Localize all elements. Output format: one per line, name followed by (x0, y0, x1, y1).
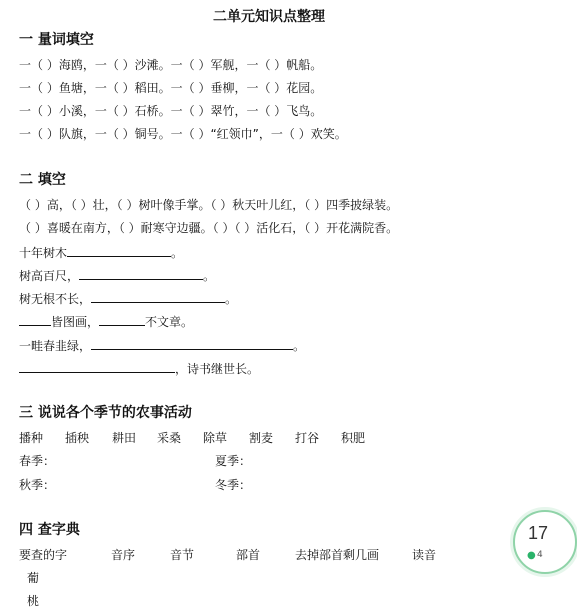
activity-item: 采桑 (157, 431, 182, 445)
section2-line: （ ）喜暖在南方，（ ）耐寒守边疆。（ ）（ ）活化石，（ ）开花满院香。 (19, 221, 399, 235)
proverb-end: 。 (171, 246, 184, 260)
proverb-text: 一畦春韭绿， (19, 339, 92, 353)
lookup-char: 桃 (27, 594, 40, 608)
autumn-label: 秋季： (19, 478, 56, 492)
blank-line[interactable] (67, 244, 171, 257)
proverb-line-6 (19, 360, 259, 377)
activity-item: 播种 (19, 431, 44, 445)
lookup-char: 葡 (27, 571, 40, 585)
proverb-end: 。 (225, 292, 238, 306)
proverb-end: 。 (203, 269, 216, 283)
activity-item: 打谷 (295, 431, 320, 445)
proverb-text: 树无根不长， (19, 292, 92, 306)
widget-number: 17 (528, 523, 549, 543)
activity-item: 割麦 (249, 431, 274, 445)
section1-line: 一（ ）小溪，一（ ）石桥。一（ ）翠竹，一（ ）飞鸟。 (19, 104, 323, 118)
activity-item: 插秧 (65, 431, 90, 445)
section3-heading: 三 说说各个季节的农事活动 (19, 405, 192, 421)
activity-item: 耕田 (112, 431, 137, 445)
winter-label: 冬季： (215, 478, 252, 492)
table-header: 部首 (236, 548, 261, 562)
section1-line: 一（ ）队旗，一（ ）铜号。一（ ）“红领巾”，一（ ）欢笑。 (19, 127, 347, 141)
activity-item: 积肥 (341, 431, 366, 445)
proverb-text: 皆图画， (51, 315, 100, 329)
table-header: 音节 (170, 548, 195, 562)
proverb-text: 树高百尺， (19, 269, 80, 283)
widget-subvalue: 4 (537, 550, 543, 560)
proverb-line-5 (19, 337, 305, 354)
blank-line[interactable] (79, 267, 203, 280)
proverb-text: 十年树木 (19, 246, 68, 260)
blank-line[interactable] (19, 313, 51, 326)
section1-heading: 一 量词填空 (19, 32, 94, 48)
summer-label: 夏季： (215, 454, 252, 468)
section2-heading: 二 填空 (19, 172, 66, 188)
proverb-line-3 (19, 290, 237, 307)
drop-icon: ● (527, 550, 536, 561)
section4-heading: 四 查字典 (19, 522, 80, 538)
proverb-line-1 (19, 244, 183, 261)
table-header: 去掉部首剩几画 (295, 548, 380, 562)
section1-line: 一（ ）鱼塘，一（ ）稻田。一（ ）垂柳，一（ ）花园。 (19, 81, 323, 95)
blank-line[interactable] (91, 337, 293, 350)
blank-line[interactable] (99, 313, 145, 326)
section2-line: （ ）高，（ ）壮，（ ）树叶像手掌。（ ）秋天叶儿红，（ ）四季披绿装。 (19, 198, 399, 212)
blank-line[interactable] (91, 290, 225, 303)
page-title: 二单元知识点整理 (213, 9, 325, 25)
table-header: 要查的字 (19, 548, 68, 562)
floating-score-widget[interactable] (513, 510, 577, 574)
section1-line: 一（ ）海鸥，一（ ）沙滩。一（ ）军舰，一（ ）帆船。 (19, 58, 323, 72)
blank-line[interactable] (19, 360, 175, 373)
table-header: 读音 (412, 548, 437, 562)
proverb-end: ，诗书继世长。 (175, 362, 260, 376)
proverb-line-4 (19, 313, 193, 330)
spring-label: 春季： (19, 454, 56, 468)
table-header: 音序 (111, 548, 136, 562)
proverb-end: 不文章。 (145, 315, 194, 329)
proverb-end: 。 (293, 339, 306, 353)
activity-item: 除草 (203, 431, 228, 445)
proverb-line-2 (19, 267, 215, 284)
